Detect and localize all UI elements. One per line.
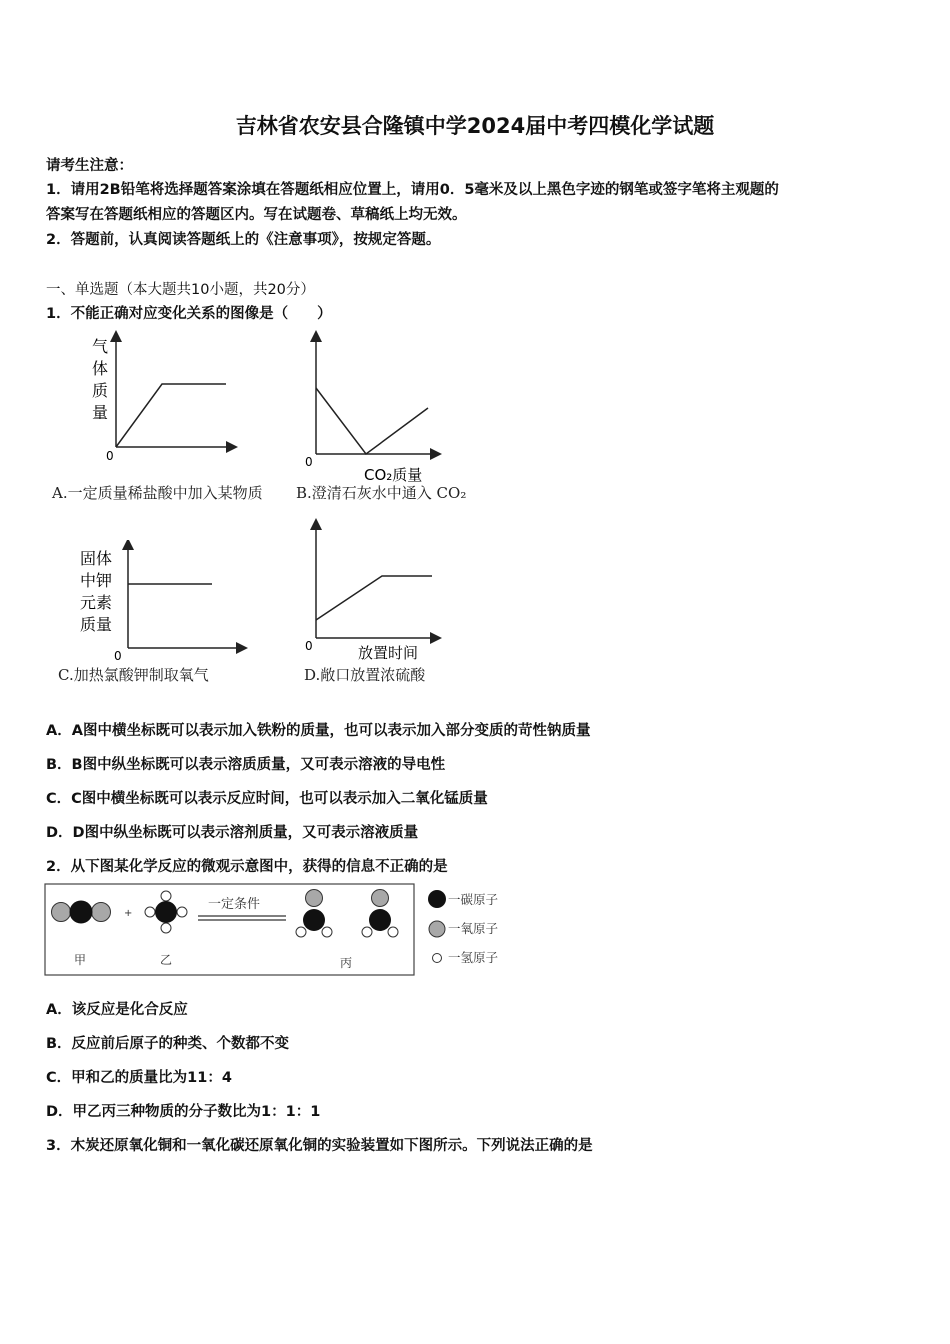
graph-b-caption: B.澄清石灰水中通入 CO₂ [296, 484, 467, 502]
notice-line-1-cont: 答案写在答题纸相应的答题区内。写在试题卷、草稿纸上均无效。 [46, 207, 467, 223]
legend-hydrogen: 一氢原子 [448, 950, 499, 965]
graph-a-caption: A.一定质量稀盐酸中加入某物质 [52, 484, 263, 502]
notice-line-2: 2．答题前，认真阅读答题纸上的《注意事项》，按规定答题。 [46, 232, 441, 248]
graph-c-ylabel-3: 元素 [80, 593, 113, 612]
page-title: 吉林省农安县合隆镇中学2024届中考四模化学试题 [235, 114, 715, 138]
legend-carbon: 一碳原子 [448, 892, 499, 907]
q2-option-d[interactable]: D．甲乙丙三种物质的分子数比为1：1：1 [46, 1104, 321, 1120]
graph-c-ylabel-4: 质量 [80, 615, 113, 634]
graph-c-origin: 0 [114, 649, 122, 663]
q1-stem: 1．不能正确对应变化关系的图像是（ ） [46, 306, 332, 322]
graph-a-origin: 0 [106, 449, 114, 463]
graph-a-ylabel-1: 气 [92, 337, 109, 356]
graph-d-xlabel: 放置时间 [358, 644, 419, 662]
plus-sign: + [124, 908, 133, 919]
label-jia: 甲 [74, 953, 87, 967]
q1-option-a[interactable]: A．A图中横坐标既可以表示加入铁粉的质量，也可以表示加入部分变质的苛性钠质量 [46, 723, 591, 739]
graph-d-origin: 0 [305, 639, 313, 653]
graph-d [298, 518, 448, 663]
graph-b-curve [316, 388, 428, 454]
molecule-bing-2 [362, 890, 398, 938]
graph-c-ylabel-2: 中钾 [80, 571, 113, 590]
notice-line-1: 1．请用2B铅笔将选择题答案涂填在答题纸相应位置上，请用0．5毫米及以上黑色字迹的钢笔或签字笔将主观题的 [46, 182, 779, 198]
reaction-condition: 一定条件 [208, 897, 261, 912]
molecule-bing-1 [296, 890, 332, 938]
graph-a-ylabel-2: 体 [92, 359, 109, 378]
graph-a-ylabel-4: 量 [92, 403, 109, 422]
q2-option-b[interactable]: B．反应前后原子的种类、个数都不变 [46, 1036, 290, 1052]
graph-a-curve [116, 384, 226, 447]
section-heading: 一、单选题（本大题共10小题，共20分） [46, 282, 315, 298]
reaction-diagram [44, 882, 519, 978]
q3-stem: 3．木炭还原氧化铜和一氧化碳还原氧化铜的实验装置如下图所示。下列说法正确的是 [46, 1138, 593, 1154]
graph-b-origin: 0 [305, 455, 313, 469]
graph-d-curve [316, 576, 432, 620]
graph-b [296, 330, 446, 485]
legend-oxygen: 一氧原子 [448, 921, 499, 936]
legend [428, 890, 498, 965]
molecule-jia [52, 901, 111, 923]
q1-option-c[interactable]: C．C图中横坐标既可以表示反应时间，也可以表示加入二氧化锰质量 [46, 791, 488, 807]
label-bing: 丙 [340, 956, 353, 970]
graph-c-ylabel-1: 固体 [80, 549, 113, 568]
q2-stem: 2．从下图某化学反应的微观示意图中，获得的信息不正确的是 [46, 859, 448, 875]
notice-heading: 请考生注意： [46, 158, 133, 174]
graph-c [78, 540, 248, 664]
graph-b-xlabel: CO₂质量 [364, 466, 423, 484]
q1-option-b[interactable]: B．B图中纵坐标既可以表示溶质质量，又可表示溶液的导电性 [46, 757, 446, 773]
q1-option-d[interactable]: D．D图中纵坐标既可以表示溶剂质量，又可表示溶液质量 [46, 825, 419, 841]
q2-option-c[interactable]: C．甲和乙的质量比为11：4 [46, 1070, 232, 1086]
label-yi: 乙 [160, 953, 173, 967]
q2-option-a[interactable]: A．该反应是化合反应 [46, 1002, 188, 1018]
graph-d-caption: D.敞口放置浓硫酸 [304, 666, 426, 684]
graph-a-ylabel-3: 质 [92, 381, 109, 400]
molecule-yi [145, 891, 187, 933]
graph-a [80, 330, 250, 470]
graph-c-caption: C.加热氯酸钾制取氧气 [58, 666, 209, 684]
